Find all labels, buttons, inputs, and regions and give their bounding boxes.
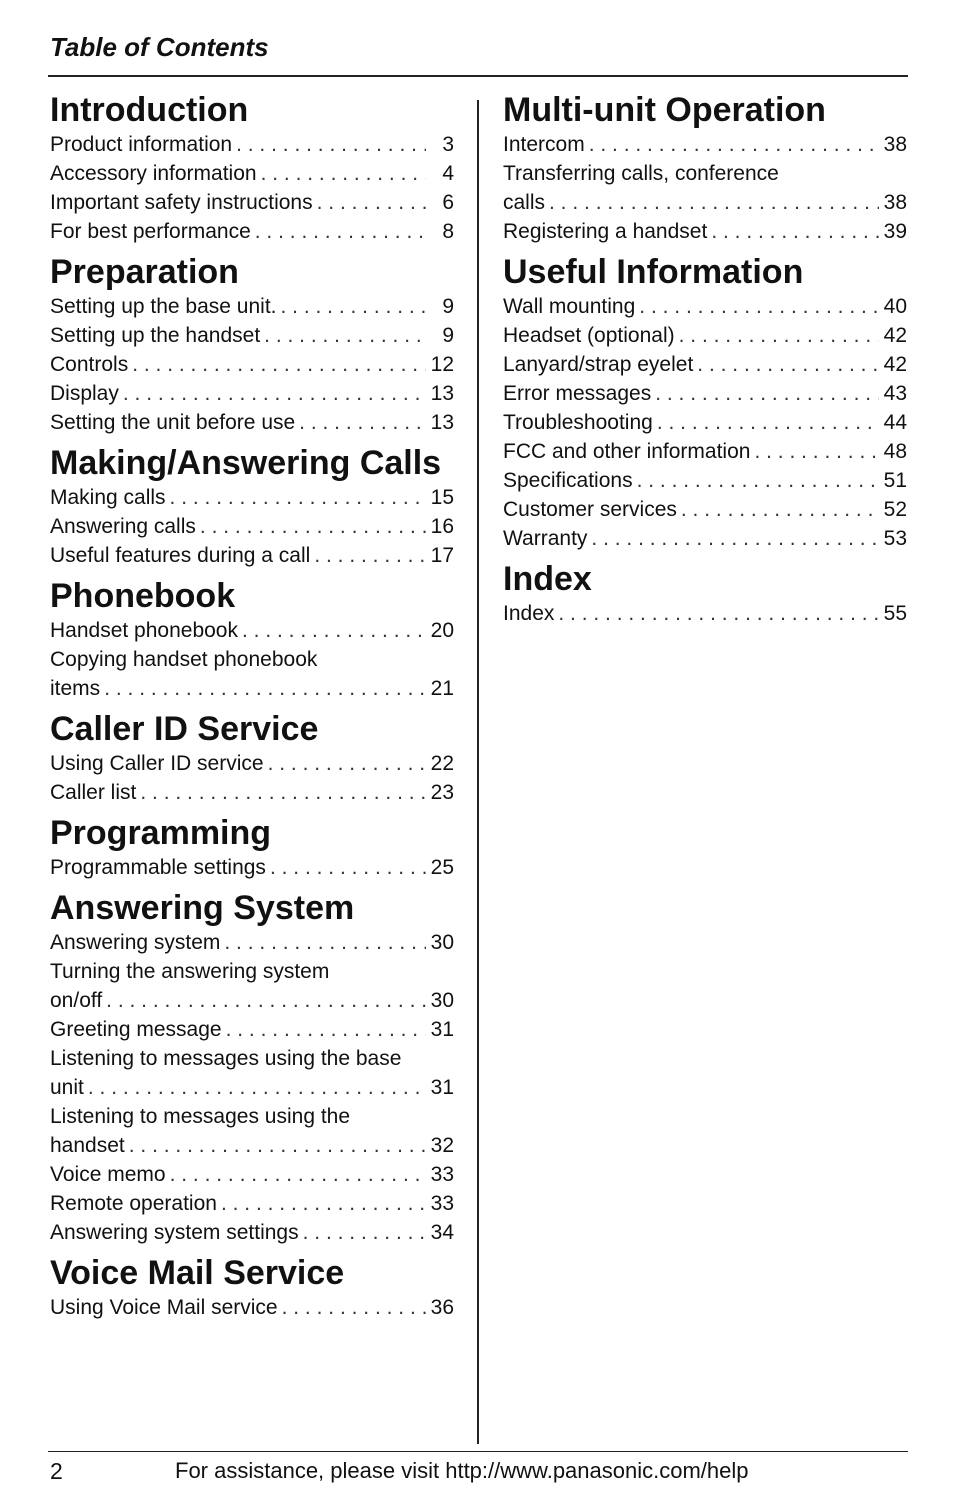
dot-leader [102,986,426,1015]
toc-entry-page-number: 3 [442,133,454,156]
toc-entry-page-number: 31 [430,1076,454,1099]
dot-leader [587,524,879,553]
toc-entry[interactable] [503,130,907,159]
dot-leader [222,1015,426,1044]
toc-entry[interactable] [50,957,454,1015]
toc-entry-row [503,130,907,159]
toc-entry-row [50,512,454,541]
dot-leader [260,321,426,350]
toc-entry-title-line: Copying handset phonebook [50,648,318,671]
toc-entry-page-number: 21 [430,677,454,700]
toc-entry-title: Setting up the base unit. [50,295,277,318]
toc-entry[interactable] [50,1102,454,1160]
header-rule [48,75,908,77]
toc-entry-page-number: 30 [430,931,454,954]
toc-entry-row [503,292,907,321]
toc-entry-page-number: 44 [883,411,907,434]
toc-entry-row [503,321,907,350]
toc-entry-page-number: 52 [883,498,907,521]
toc-entry-title: Controls [50,353,129,376]
toc-entry[interactable] [503,466,907,495]
toc-entry-page-number: 38 [883,191,907,214]
section-heading: Phonebook [50,577,236,615]
toc-entry-page-number: 42 [883,324,907,347]
section-heading: Voice Mail Service [50,1254,345,1292]
toc-entry-page-number: 36 [430,1296,454,1319]
toc-entry-row [50,616,454,645]
toc-entry[interactable] [50,217,454,246]
toc-section [50,813,454,882]
toc-entry-title: unit [50,1076,84,1099]
toc-entry-title: on/off [50,989,103,1012]
toc-entry-row [50,1293,454,1322]
toc-entry-row [50,130,454,159]
section-heading: Preparation [50,253,239,291]
toc-entry-row [50,379,454,408]
dot-leader [196,512,426,541]
toc-entry[interactable] [503,599,907,628]
toc-section [50,90,454,246]
toc-entry[interactable] [503,321,907,350]
toc-entry-title: FCC and other information [503,440,751,463]
toc-entry-page-number: 23 [430,781,454,804]
toc-section [50,888,454,1247]
dot-leader [313,188,426,217]
dot-leader [310,541,426,570]
section-heading: Answering System [50,889,355,927]
toc-entry[interactable] [50,321,454,350]
toc-entry[interactable] [50,188,454,217]
toc-entry-row [50,986,454,1015]
toc-entry[interactable] [50,1293,454,1322]
dot-leader [100,674,426,703]
toc-entry-row [503,437,907,466]
dot-leader [128,350,426,379]
dot-leader [238,616,426,645]
section-heading: Useful Information [503,253,804,291]
toc-entry-title: Display [50,382,119,405]
toc-entry-row [50,1015,454,1044]
toc-entry-page-number: 8 [442,220,454,243]
dot-leader [136,778,426,807]
toc-left-column [50,90,454,1328]
toc-entry[interactable] [50,292,454,321]
toc-entry-row [50,188,454,217]
section-heading: Multi-unit Operation [503,91,826,129]
dot-leader [232,130,426,159]
dot-leader [278,1293,426,1322]
dot-leader [750,437,879,466]
toc-entry[interactable] [503,495,907,524]
toc-entry-row [503,350,907,379]
toc-section [503,252,907,553]
toc-entry-row [50,1189,454,1218]
toc-entry-title: Index [503,602,555,625]
toc-entry-row [503,379,907,408]
toc-entry-page-number: 38 [883,133,907,156]
dot-leader [277,292,427,321]
toc-section [503,90,907,246]
section-heading: Programming [50,814,272,852]
page-header-title: Table of Contents [50,32,269,62]
toc-entry[interactable] [50,645,454,703]
toc-entry-row [503,495,907,524]
toc-entry-page-number: 34 [430,1221,454,1244]
toc-entry-page-number: 39 [883,220,907,243]
toc-entry[interactable] [503,217,907,246]
toc-entry-page-number: 33 [430,1163,454,1186]
toc-entry[interactable] [50,749,454,778]
footer-assistance-text: For assistance, please visit http://www.panasonic.com/help [175,1458,749,1483]
toc-entry[interactable] [50,1015,454,1044]
toc-entry-row [50,321,454,350]
toc-entry-page-number: 51 [883,469,907,492]
toc-entry-title-line: Transferring calls, conference [503,162,779,185]
toc-entry-row [503,466,907,495]
toc-entry-title: Programmable settings [50,856,266,879]
toc-entry-row [50,350,454,379]
toc-entry-row [503,524,907,553]
toc-entry[interactable] [50,616,454,645]
dot-leader [217,1189,426,1218]
toc-entry-row [50,541,454,570]
toc-entry-title: Setting the unit before use [50,411,296,434]
dot-leader [119,379,426,408]
dot-leader [166,1160,426,1189]
dot-leader [220,928,426,957]
toc-entry[interactable] [50,1044,454,1102]
toc-entry-title: Using Caller ID service [50,752,264,775]
toc-entry-row [503,188,907,217]
toc-entry-title: Product information [50,133,233,156]
toc-entry-page-number: 42 [883,353,907,376]
toc-right-column [503,90,907,634]
toc-entry-page-number: 53 [883,527,907,550]
toc-entry-page-number: 12 [430,353,454,376]
toc-entry-title: Troubleshooting [503,411,653,434]
toc-entry-row [50,1131,454,1160]
toc-section [50,709,454,807]
toc-entry-title: Answering system settings [50,1221,299,1244]
toc-entry[interactable] [50,541,454,570]
toc-entry-row [50,483,454,512]
toc-entry[interactable] [50,928,454,957]
toc-entry-row [50,159,454,188]
toc-entry-page-number: 9 [442,324,454,347]
toc-entry[interactable] [503,350,907,379]
toc-entry-row [503,599,907,628]
toc-entry[interactable] [503,379,907,408]
toc-entry-page-number: 13 [430,382,454,405]
toc-entry-title: Warranty [503,527,588,550]
toc-entry-row [50,1073,454,1102]
toc-entry-title: Important safety instructions [50,191,313,214]
toc-entry-row [503,408,907,437]
dot-leader [675,321,879,350]
dot-leader [635,292,879,321]
dot-leader [266,853,426,882]
toc-entry[interactable] [503,292,907,321]
toc-entry[interactable] [50,853,454,882]
toc-entry[interactable] [50,778,454,807]
toc-entry-title: Greeting message [50,1018,222,1041]
toc-section [50,576,454,703]
section-heading: Introduction [50,91,249,129]
dot-leader [585,130,879,159]
toc-entry[interactable] [503,408,907,437]
toc-entry[interactable] [50,512,454,541]
toc-entry-row [50,853,454,882]
toc-entry[interactable] [50,159,454,188]
toc-entry-title: Error messages [503,382,652,405]
toc-entry-row [50,408,454,437]
toc-entry-title: Useful features during a call [50,544,311,567]
toc-entry-page-number: 40 [883,295,907,318]
toc-entry-row [50,778,454,807]
toc-entry-title: Lanyard/strap eyelet [503,353,694,376]
toc-entry-title-line: Turning the answering system [50,960,330,983]
toc-entry-page-number: 33 [430,1192,454,1215]
toc-entry-title: For best performance [50,220,251,243]
toc-entry-row [50,928,454,957]
dot-leader [651,379,879,408]
toc-entry-page-number: 9 [442,295,454,318]
dot-leader [554,599,879,628]
toc-entry-title: Remote operation [50,1192,217,1215]
toc-entry[interactable] [503,159,907,217]
toc-entry-page-number: 15 [430,486,454,509]
section-heading: Caller ID Service [50,710,319,748]
toc-entry-title-line: Listening to messages using the [50,1105,351,1128]
footer-rule [48,1451,908,1452]
toc-entry[interactable] [503,524,907,553]
toc-entry-title: handset [50,1134,125,1157]
toc-entry-row [50,1218,454,1247]
toc-entry-title: Headset (optional) [503,324,675,347]
toc-entry[interactable] [50,1218,454,1247]
toc-entry[interactable] [50,130,454,159]
dot-leader [257,159,426,188]
toc-entry-title: Answering calls [50,515,196,538]
toc-entry-page-number: 31 [430,1018,454,1041]
toc-entry[interactable] [50,408,454,437]
section-heading: Making/Answering Calls [50,444,442,482]
toc-entry-page-number: 13 [430,411,454,434]
toc-entry-title: Wall mounting [503,295,636,318]
toc-section [503,559,907,628]
toc-entry-title: Intercom [503,133,585,156]
toc-entry-row [50,292,454,321]
dot-leader [299,1218,426,1247]
toc-entry-title-line: Listening to messages using the base [50,1047,402,1070]
toc-entry-title: Specifications [503,469,633,492]
toc-entry-title: Setting up the handset [50,324,261,347]
dot-leader [545,188,879,217]
toc-entry-page-number: 25 [430,856,454,879]
toc-entry-page-number: 30 [430,989,454,1012]
toc-entry-page-number: 32 [430,1134,454,1157]
dot-leader [693,350,879,379]
column-divider [477,100,479,1444]
toc-entry-title: items [50,677,101,700]
toc-entry-page-number: 48 [883,440,907,463]
toc-entry[interactable] [50,1160,454,1189]
toc-entry[interactable] [503,437,907,466]
toc-entry-title: calls [503,191,546,214]
toc-entry-page-number: 17 [430,544,454,567]
toc-entry-page-number: 43 [883,382,907,405]
toc-entry-page-number: 22 [430,752,454,775]
toc-entry-title: Making calls [50,486,166,509]
footer-page-number: 2 [50,1458,63,1484]
dot-leader [653,408,879,437]
dot-leader [84,1073,426,1102]
toc-entry-title: Handset phonebook [50,619,238,642]
toc-entry-title: Voice memo [50,1163,166,1186]
toc-entry-title: Registering a handset [503,220,708,243]
dot-leader [677,495,879,524]
toc-entry-page-number: 16 [430,515,454,538]
toc-section [50,252,454,437]
toc-entry-title: Using Voice Mail service [50,1296,278,1319]
dot-leader [264,749,426,778]
toc-entry[interactable] [50,1189,454,1218]
section-heading: Index [503,560,592,598]
toc-entry[interactable] [50,350,454,379]
toc-entry-title: Answering system [50,931,221,954]
toc-entry-page-number: 6 [442,191,454,214]
toc-entry-page-number: 55 [883,602,907,625]
dot-leader [633,466,879,495]
dot-leader [166,483,426,512]
toc-entry-title: Customer services [503,498,677,521]
toc-section [50,1253,454,1322]
toc-section [50,443,454,570]
dot-leader [251,217,426,246]
toc-entry-row [503,217,907,246]
dot-leader [707,217,879,246]
dot-leader [295,408,426,437]
toc-entry-row [50,749,454,778]
dot-leader [125,1131,426,1160]
toc-entry-page-number: 20 [430,619,454,642]
toc-entry[interactable] [50,379,454,408]
toc-entry[interactable] [50,483,454,512]
toc-entry-row [50,674,454,703]
toc-entry-title: Accessory information [50,162,257,185]
toc-entry-row [50,217,454,246]
toc-entry-row [50,1160,454,1189]
toc-entry-page-number: 4 [442,162,454,185]
toc-entry-title: Caller list [50,781,137,804]
